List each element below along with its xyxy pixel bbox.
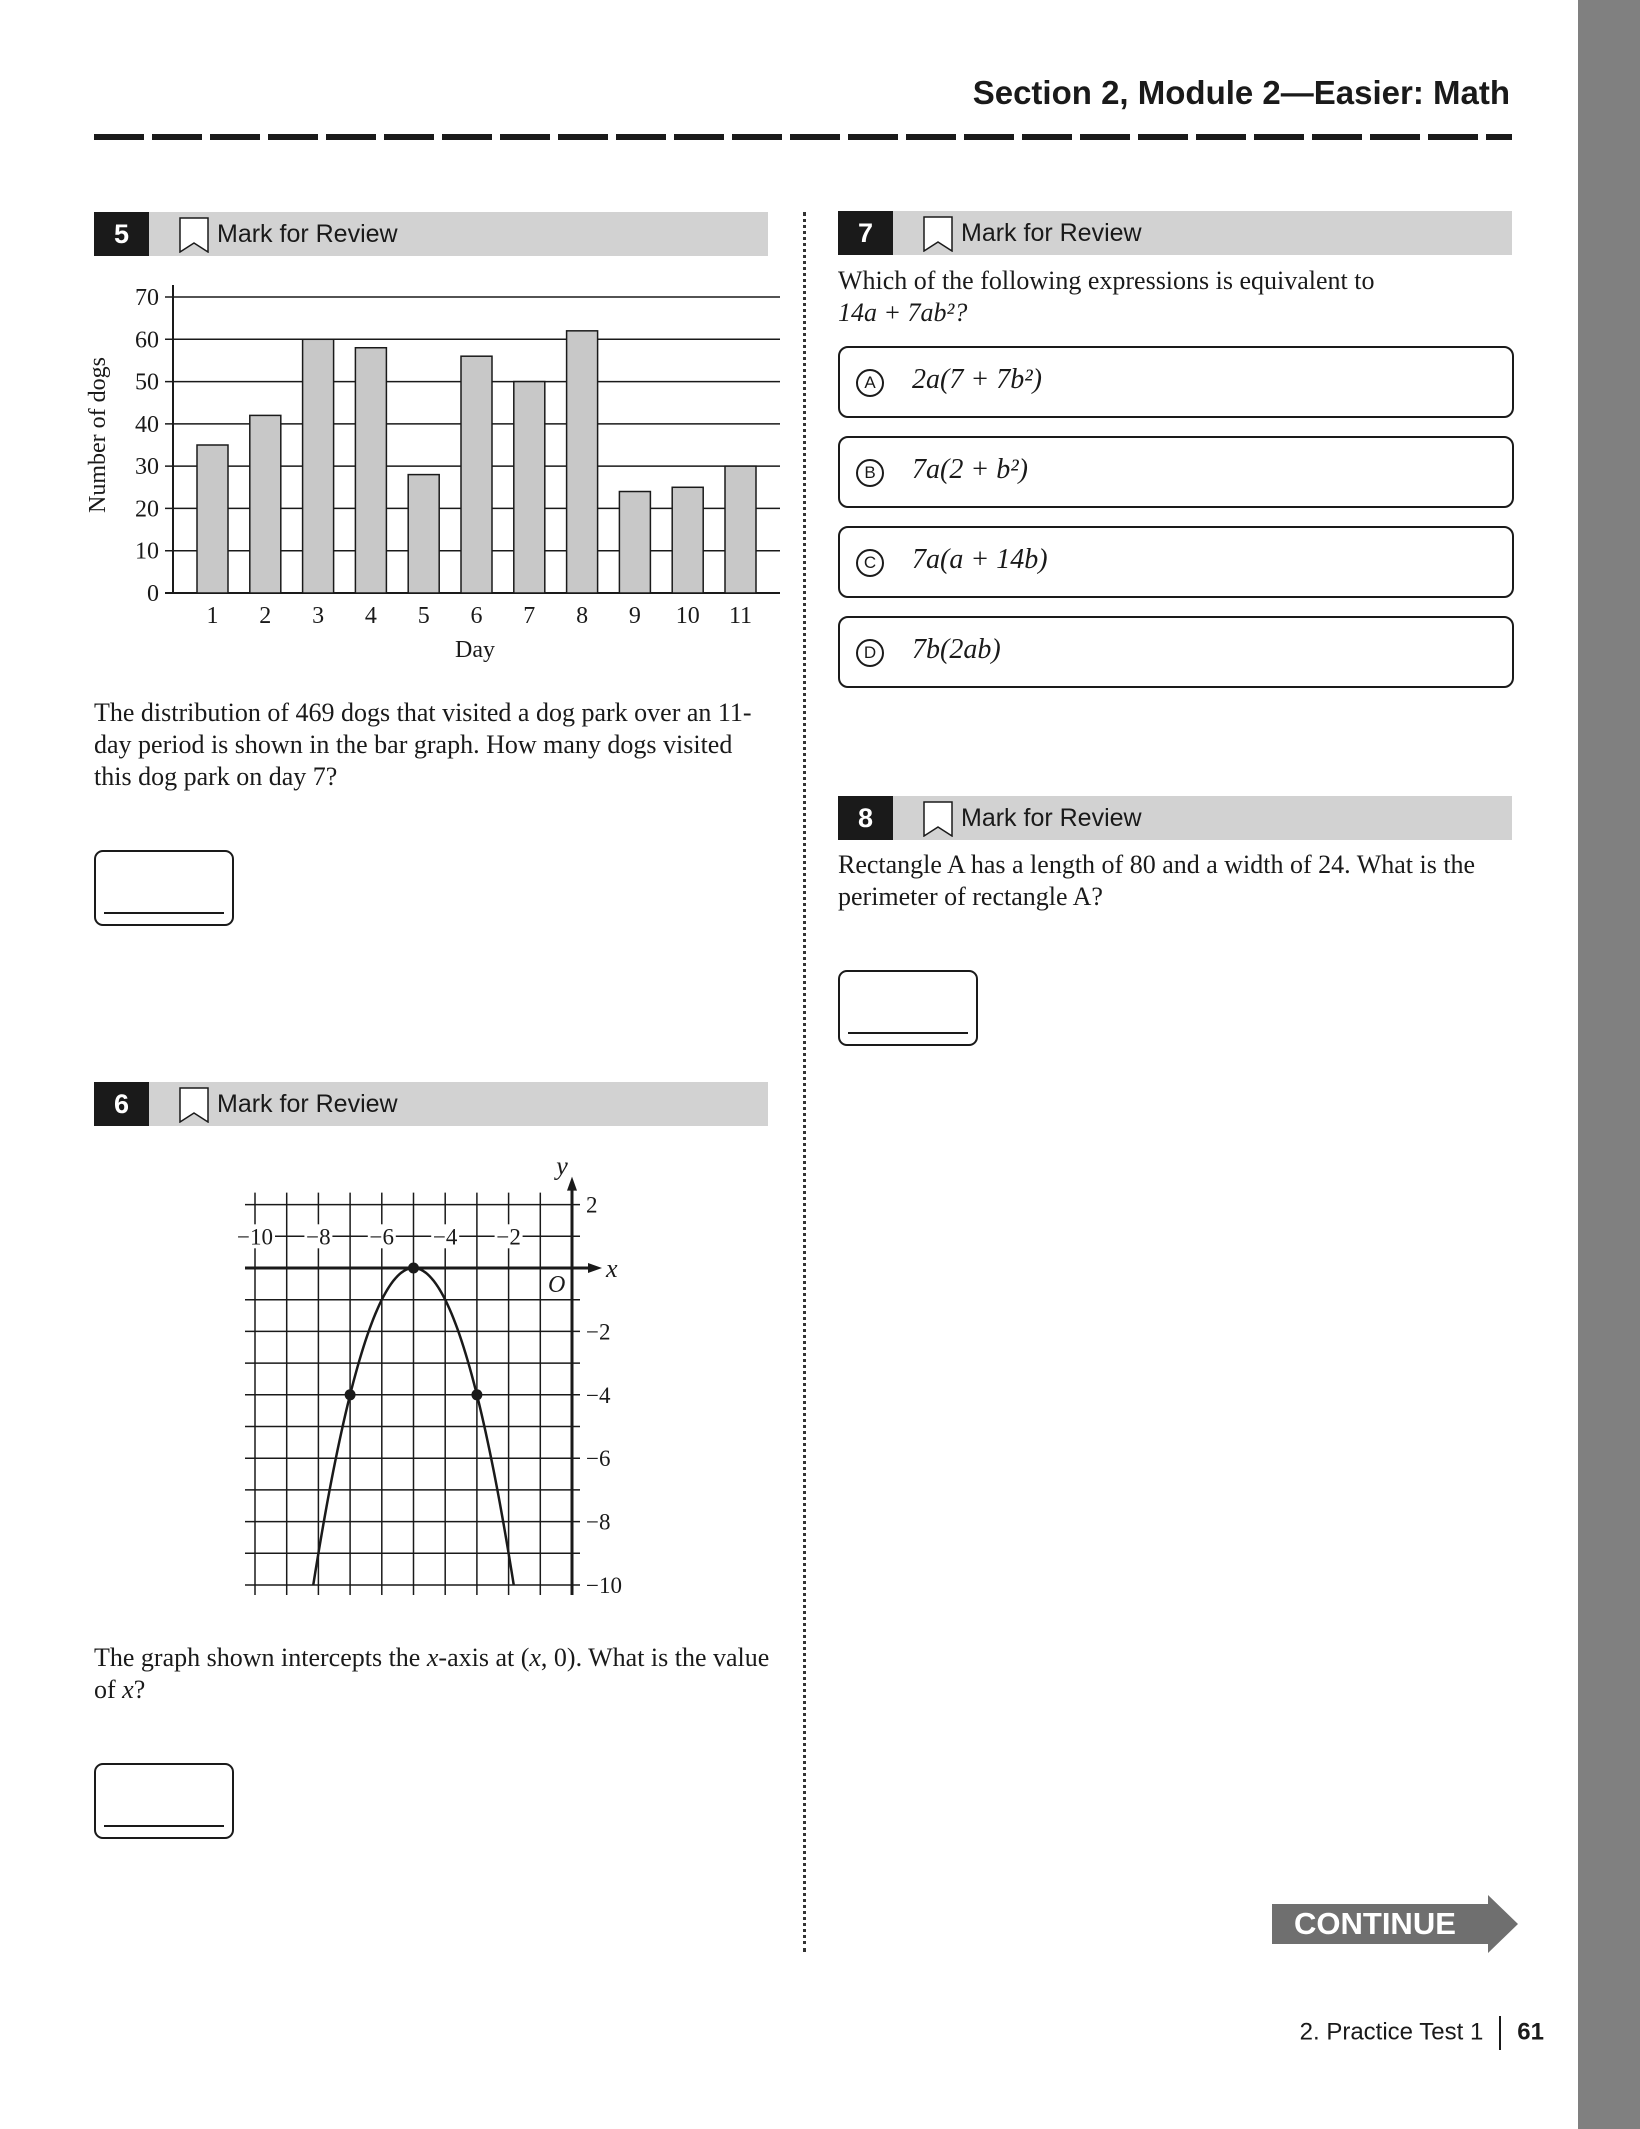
answer-underline: [104, 1825, 224, 1827]
question-number: 5: [94, 212, 149, 256]
question-5-answer-input[interactable]: [94, 850, 234, 926]
q7-expression: 14a + 7ab²?: [838, 298, 968, 327]
page-number: 61: [1517, 2018, 1544, 2046]
svg-text:−10: −10: [237, 1224, 273, 1250]
question-7-text: [838, 265, 1518, 329]
choice-letter-circle: C: [856, 549, 884, 577]
svg-text:7: 7: [523, 603, 536, 629]
bookmark-icon[interactable]: [179, 217, 209, 253]
question-6-header: [94, 1082, 768, 1126]
question-number: 6: [94, 1082, 149, 1126]
choice-expression: 7a(2 + b²): [912, 454, 1028, 485]
svg-text:−10: −10: [586, 1573, 622, 1598]
bookmark-icon[interactable]: [923, 801, 953, 837]
svg-text:2: 2: [586, 1192, 598, 1218]
choice-b[interactable]: [838, 436, 1514, 508]
question-number: 7: [838, 211, 893, 255]
svg-text:0: 0: [147, 581, 159, 607]
svg-text:−2: −2: [586, 1319, 611, 1345]
continue-label: CONTINUE: [1294, 1906, 1456, 1941]
svg-text:Day: Day: [455, 637, 495, 663]
question-8-text: Rectangle A has a length of 80 and a width of 24. What is the perimeter of rectangle A?: [838, 850, 1476, 911]
continue-button[interactable]: [1272, 1895, 1518, 1953]
question-number: 8: [838, 796, 893, 840]
choice-letter-circle: D: [856, 639, 884, 667]
svg-text:11: 11: [728, 603, 753, 629]
choice-expression: 7b(2ab): [912, 634, 1001, 665]
svg-text:−6: −6: [369, 1224, 395, 1250]
svg-text:−4: −4: [586, 1382, 611, 1408]
svg-text:−2: −2: [496, 1224, 521, 1250]
mark-for-review-label[interactable]: Mark for Review: [961, 219, 1142, 247]
q6-text-part: -axis at (: [438, 1643, 530, 1672]
svg-text:30: 30: [135, 454, 159, 481]
q6-var: x: [122, 1675, 134, 1704]
answer-underline: [104, 912, 224, 914]
question-6-answer-input[interactable]: [94, 1763, 234, 1839]
choice-c[interactable]: [838, 526, 1514, 598]
column-divider: [803, 212, 806, 1952]
svg-text:3: 3: [312, 603, 325, 629]
q6-text-part: ?: [133, 1675, 146, 1704]
choice-d[interactable]: [838, 616, 1514, 688]
svg-text:4: 4: [364, 603, 377, 629]
bookmark-icon[interactable]: [923, 216, 953, 252]
svg-text:70: 70: [135, 285, 159, 311]
svg-text:50: 50: [135, 369, 159, 396]
question-7-header: [838, 211, 1512, 255]
svg-text:−6: −6: [586, 1446, 611, 1472]
header-dashed-rule: [94, 134, 1512, 140]
bar-chart: [80, 275, 780, 675]
q6-var: x: [529, 1643, 541, 1672]
svg-text:8: 8: [576, 603, 589, 629]
q6-text-part: , 0). What is the value of: [94, 1643, 770, 1704]
chapter-label: 2. Practice Test 1: [1299, 2018, 1484, 2046]
choice-letter-circle: A: [856, 369, 884, 397]
question-8-answer-input[interactable]: [838, 970, 978, 1046]
choice-expression: 7a(a + 14b): [912, 544, 1048, 575]
mark-for-review-label[interactable]: Mark for Review: [217, 220, 398, 248]
svg-text:1: 1: [206, 603, 219, 629]
svg-text:10: 10: [675, 603, 700, 629]
svg-text:60: 60: [135, 327, 159, 354]
q6-var: x: [426, 1643, 439, 1672]
svg-text:10: 10: [135, 538, 159, 565]
question-8-header: [838, 796, 1512, 840]
svg-text:x: x: [606, 1254, 618, 1283]
q7-text-line: Which of the following expressions is equivalent to: [838, 266, 1375, 295]
page-footer: [1300, 2016, 1544, 2050]
svg-text:−8: −8: [306, 1224, 331, 1250]
footer-separator: [1499, 2016, 1501, 2050]
bookmark-icon[interactable]: [179, 1087, 209, 1123]
svg-text:y: y: [556, 1151, 568, 1181]
svg-text:6: 6: [470, 603, 483, 629]
parabola-graph: [200, 1150, 660, 1610]
svg-text:−4: −4: [432, 1224, 458, 1250]
svg-text:20: 20: [135, 496, 159, 523]
choice-expression: 2a(7 + 7b²): [912, 364, 1042, 395]
svg-text:2: 2: [259, 603, 272, 629]
svg-text:O: O: [548, 1272, 566, 1298]
svg-text:Number of dogs: Number of dogs: [85, 357, 111, 513]
choice-letter-circle: B: [856, 459, 884, 487]
question-6-text: [94, 1642, 774, 1706]
svg-text:9: 9: [628, 603, 641, 629]
svg-text:5: 5: [417, 603, 430, 629]
question-5-text: The distribution of 469 dogs that visited a dog park over an 11-day period is shown in the bar graph. How many dogs visited this dog park on day 7?: [94, 698, 752, 791]
section-title: Section 2, Module 2—Easier: Math: [972, 74, 1510, 111]
mark-for-review-label[interactable]: Mark for Review: [961, 804, 1142, 832]
q6-text-part: The graph shown intercepts the: [94, 1643, 427, 1672]
mark-for-review-label[interactable]: Mark for Review: [217, 1090, 398, 1118]
answer-underline: [848, 1032, 968, 1034]
svg-text:−8: −8: [586, 1509, 611, 1535]
choice-a[interactable]: [838, 346, 1514, 418]
page-edge-tab: [1578, 0, 1640, 2129]
svg-text:40: 40: [135, 411, 159, 438]
question-5-header: [94, 212, 768, 256]
